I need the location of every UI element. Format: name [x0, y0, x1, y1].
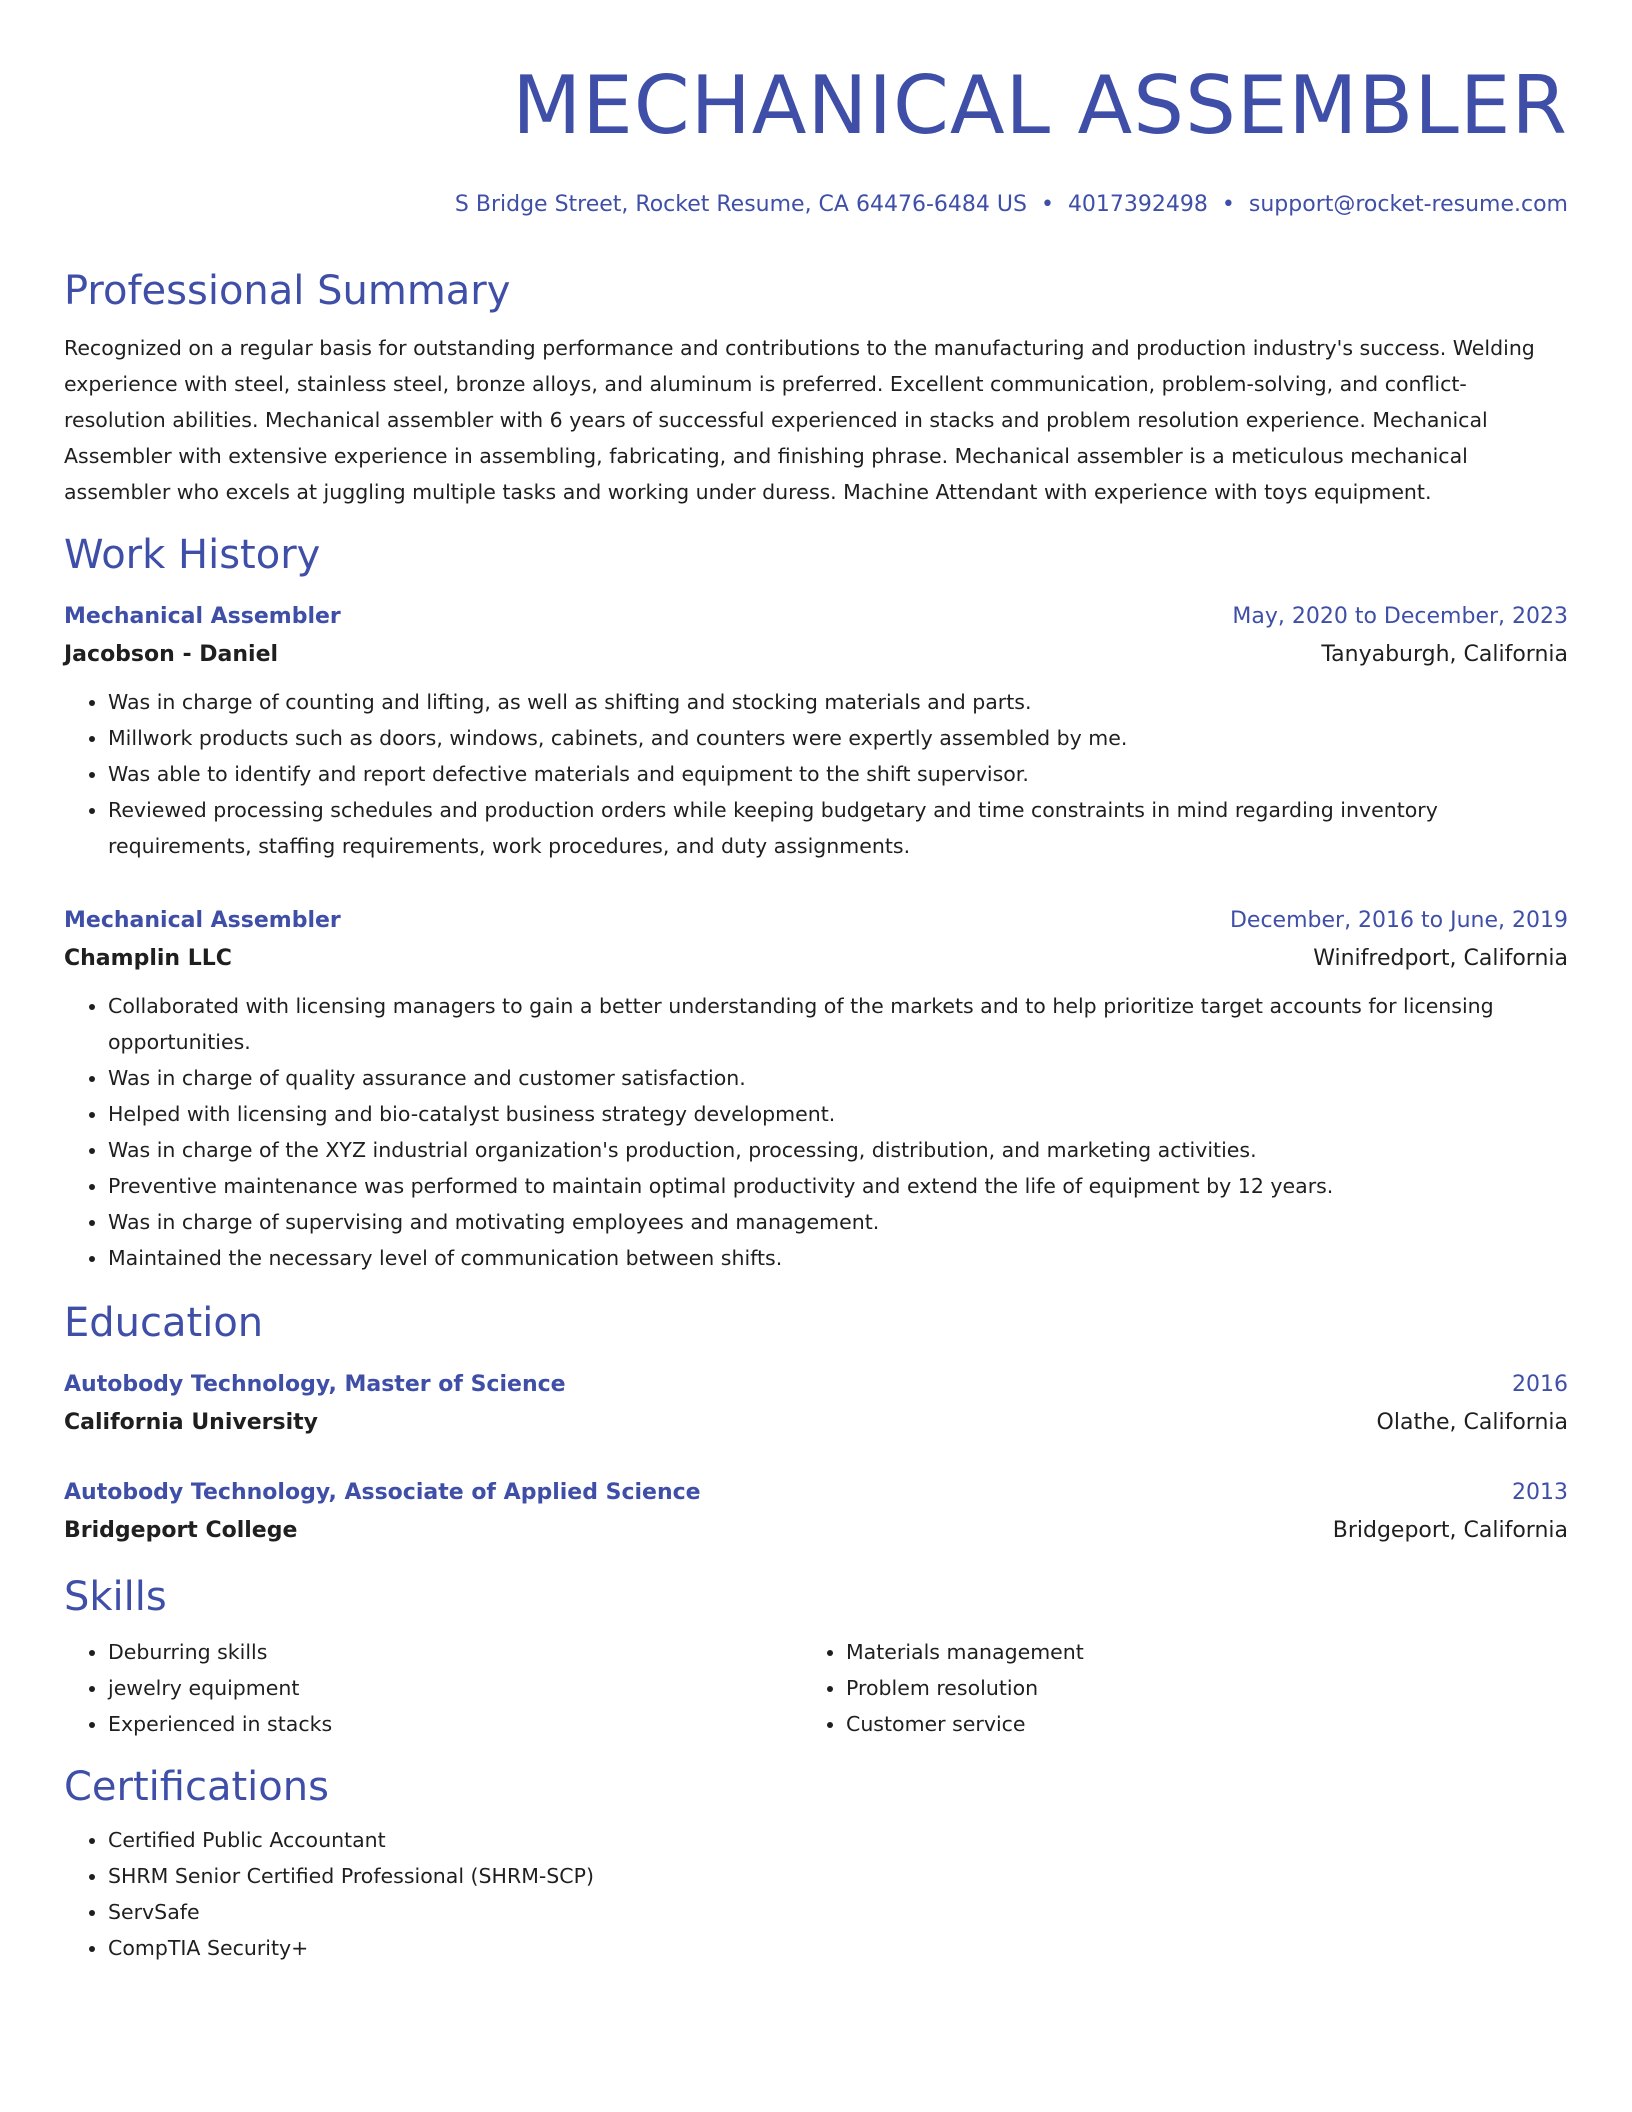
list-item: • CompTIA Security+ [108, 1930, 1568, 1966]
education-school: Bridgeport College [64, 1518, 298, 1543]
job-location: Tanyaburgh, California [1321, 642, 1568, 667]
education-entry [64, 1474, 1568, 1550]
job-bullets [64, 988, 1568, 1276]
list-item: • Materials management [846, 1634, 1568, 1670]
list-item: • Experienced in stacks [108, 1706, 802, 1742]
list-item: • jewelry equipment [108, 1670, 802, 1706]
contact-phone: 4017392498 [1067, 192, 1208, 217]
list-item: • Was in charge of quality assurance and customer satisfaction. [108, 1060, 1568, 1096]
list-item: • Millwork products such as doors, windows, cabinets, and counters were expertly assembled by me. [108, 720, 1568, 756]
skills-list-right [802, 1634, 1568, 1742]
job-title-row [64, 598, 1568, 636]
education-degree-row [64, 1366, 1568, 1404]
section-title-certifications: Certifications [64, 1764, 329, 1810]
list-item: • Reviewed processing schedules and production orders while keeping budgetary and time constraints in mind regarding inventory requirements, staffing requirements, work procedures, and duty assignments. [108, 792, 1568, 864]
job-dates: May, 2020 to December, 2023 [1232, 604, 1568, 629]
education-year: 2016 [1512, 1372, 1568, 1397]
section-title-skills: Skills [64, 1574, 167, 1620]
certifications-list [64, 1822, 1568, 1966]
certifications-section [64, 1762, 1568, 1966]
job-dates: December, 2016 to June, 2019 [1229, 908, 1568, 933]
education-school-row [64, 1512, 1568, 1550]
job-bullets [64, 684, 1568, 864]
work-history-section [64, 530, 1568, 1276]
skills-columns [64, 1634, 1568, 1742]
contact-email[interactable]: support@rocket-resume.com [1248, 192, 1568, 217]
education-location: Olathe, California [1376, 1410, 1568, 1435]
education-school-row [64, 1404, 1568, 1442]
job-company-row [64, 636, 1568, 674]
job-company-row [64, 940, 1568, 978]
professional-summary-section [64, 266, 1568, 510]
contact-line [64, 190, 1568, 220]
job-company: Champlin LLC [64, 946, 232, 971]
list-item: • Was in charge of counting and lifting, as well as shifting and stocking materials and parts. [108, 684, 1568, 720]
section-title-summary: Professional Summary [64, 268, 511, 314]
candidate-name: MECHANICAL ASSEMBLER [512, 59, 1568, 152]
list-item: • Helped with licensing and bio-catalyst business strategy development. [108, 1096, 1568, 1132]
skills-section [64, 1572, 1568, 1742]
education-degree-row [64, 1474, 1568, 1512]
job-entry [64, 598, 1568, 864]
list-item: • Problem resolution [846, 1670, 1568, 1706]
education-degree: Autobody Technology, Master of Science [64, 1372, 566, 1397]
section-title-work-history: Work History [64, 532, 321, 578]
job-location: Winifredport, California [1313, 946, 1568, 971]
list-item: • Was able to identify and report defective materials and equipment to the shift supervisor. [108, 756, 1568, 792]
list-item: • Preventive maintenance was performed to maintain optimal productivity and extend the life of equipment by 12 years. [108, 1168, 1568, 1204]
resume-header [64, 58, 1568, 220]
summary-text: Recognized on a regular basis for outstanding performance and contributions to the manufacturing and production industry's success. Welding experience with steel, stainless steel, bronze alloys, and aluminum is preferred. Excellent communication, problem-solving, and conflict-resolution abilities. Mechanical assembler with 6 years of successful experienced in stacks and problem resolution experience. Mechanical Assembler with extensive experience in assembling, fabricating, and finishing phrase. Mechanical assembler is a meticulous mechanical assembler who excels at juggling multiple tasks and working under duress. Machine Attendant with experience with toys equipment. [64, 336, 1535, 504]
job-company: Jacobson - Daniel [64, 642, 279, 667]
education-entry [64, 1366, 1568, 1442]
contact-separator: • [1040, 192, 1054, 217]
education-location: Bridgeport, California [1332, 1518, 1568, 1543]
education-section [64, 1298, 1568, 1550]
section-title-education: Education [64, 1300, 264, 1346]
contact-address: S Bridge Street, Rocket Resume, CA 64476-6484 US [454, 192, 1027, 217]
skills-list-left [64, 1634, 802, 1742]
list-item: • Customer service [846, 1706, 1568, 1742]
job-role: Mechanical Assembler [64, 908, 341, 933]
education-degree: Autobody Technology, Associate of Applied Science [64, 1480, 701, 1505]
job-role: Mechanical Assembler [64, 604, 341, 629]
list-item: • Was in charge of supervising and motivating employees and management. [108, 1204, 1568, 1240]
list-item: • SHRM Senior Certified Professional (SHRM-SCP) [108, 1858, 1568, 1894]
contact-separator: • [1221, 192, 1235, 217]
list-item: • ServSafe [108, 1894, 1568, 1930]
list-item: • Certified Public Accountant [108, 1822, 1568, 1858]
education-school: California University [64, 1410, 318, 1435]
job-entry [64, 902, 1568, 1276]
list-item: • Was in charge of the XYZ industrial organization's production, processing, distribution, and marketing activities. [108, 1132, 1568, 1168]
job-title-row [64, 902, 1568, 940]
list-item: • Deburring skills [108, 1634, 802, 1670]
education-year: 2013 [1512, 1480, 1568, 1505]
list-item: • Maintained the necessary level of communication between shifts. [108, 1240, 1568, 1276]
list-item: • Collaborated with licensing managers to gain a better understanding of the markets and to help prioritize target accounts for licensing opportunities. [108, 988, 1568, 1060]
